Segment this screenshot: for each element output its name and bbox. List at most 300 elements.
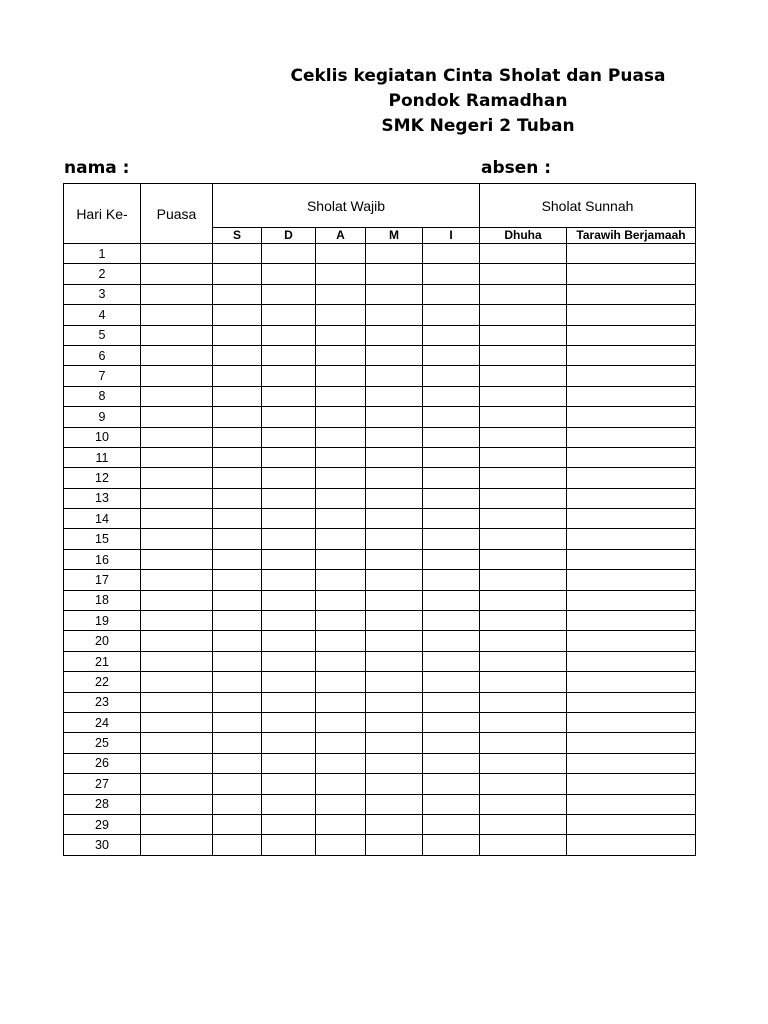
check-cell-dzuhur[interactable] bbox=[262, 672, 316, 692]
check-cell-maghrib[interactable] bbox=[366, 427, 423, 447]
check-cell-dzuhur[interactable] bbox=[262, 407, 316, 427]
check-cell-dzuhur[interactable] bbox=[262, 590, 316, 610]
day-number: 8 bbox=[64, 386, 141, 406]
check-cell-puasa[interactable] bbox=[141, 305, 213, 325]
check-cell-dhuha[interactable] bbox=[480, 712, 567, 732]
check-cell-tarawih[interactable] bbox=[567, 549, 696, 569]
check-cell-dhuha[interactable] bbox=[480, 631, 567, 651]
check-cell-puasa[interactable] bbox=[141, 631, 213, 651]
check-cell-isya[interactable] bbox=[423, 345, 480, 365]
check-cell-tarawih[interactable] bbox=[567, 407, 696, 427]
check-cell-dzuhur[interactable] bbox=[262, 712, 316, 732]
check-cell-dzuhur[interactable] bbox=[262, 386, 316, 406]
check-cell-subuh[interactable] bbox=[213, 733, 262, 753]
table-row bbox=[64, 814, 696, 834]
table-row bbox=[64, 733, 696, 753]
table-row bbox=[64, 427, 696, 447]
check-cell-maghrib[interactable] bbox=[366, 712, 423, 732]
day-number: 28 bbox=[64, 794, 141, 814]
check-cell-ashar[interactable] bbox=[316, 488, 366, 508]
check-cell-tarawih[interactable] bbox=[567, 386, 696, 406]
check-cell-dhuha[interactable] bbox=[480, 447, 567, 467]
check-cell-puasa[interactable] bbox=[141, 345, 213, 365]
check-cell-maghrib[interactable] bbox=[366, 631, 423, 651]
check-cell-dzuhur[interactable] bbox=[262, 427, 316, 447]
check-cell-maghrib[interactable] bbox=[366, 325, 423, 345]
check-cell-tarawih[interactable] bbox=[567, 814, 696, 834]
check-cell-puasa[interactable] bbox=[141, 712, 213, 732]
check-cell-dzuhur[interactable] bbox=[262, 774, 316, 794]
check-cell-subuh[interactable] bbox=[213, 753, 262, 773]
check-cell-maghrib[interactable] bbox=[366, 692, 423, 712]
check-cell-subuh[interactable] bbox=[213, 794, 262, 814]
day-number: 20 bbox=[64, 631, 141, 651]
check-cell-ashar[interactable] bbox=[316, 345, 366, 365]
check-cell-puasa[interactable] bbox=[141, 447, 213, 467]
check-cell-isya[interactable] bbox=[423, 509, 480, 529]
check-cell-dzuhur[interactable] bbox=[262, 692, 316, 712]
check-cell-ashar[interactable] bbox=[316, 753, 366, 773]
check-cell-puasa[interactable] bbox=[141, 611, 213, 631]
check-cell-dzuhur[interactable] bbox=[262, 753, 316, 773]
check-cell-dzuhur[interactable] bbox=[262, 244, 316, 264]
title-line-1: Ceklis kegiatan Cinta Sholat dan Puasa bbox=[290, 66, 666, 86]
day-number: 16 bbox=[64, 549, 141, 569]
check-cell-isya[interactable] bbox=[423, 386, 480, 406]
check-cell-subuh[interactable] bbox=[213, 570, 262, 590]
check-cell-isya[interactable] bbox=[423, 529, 480, 549]
col-puasa-header: Puasa bbox=[141, 184, 213, 244]
check-cell-puasa[interactable] bbox=[141, 814, 213, 834]
check-cell-maghrib[interactable] bbox=[366, 366, 423, 386]
check-cell-subuh[interactable] bbox=[213, 488, 262, 508]
check-cell-puasa[interactable] bbox=[141, 386, 213, 406]
day-number: 12 bbox=[64, 468, 141, 488]
col-isya-header: I bbox=[423, 228, 480, 244]
check-cell-dzuhur[interactable] bbox=[262, 325, 316, 345]
check-cell-tarawih[interactable] bbox=[567, 672, 696, 692]
check-cell-puasa[interactable] bbox=[141, 753, 213, 773]
check-cell-ashar[interactable] bbox=[316, 244, 366, 264]
check-cell-puasa[interactable] bbox=[141, 672, 213, 692]
day-number: 3 bbox=[64, 284, 141, 304]
check-cell-dhuha[interactable] bbox=[480, 570, 567, 590]
check-cell-dzuhur[interactable] bbox=[262, 814, 316, 834]
check-cell-isya[interactable] bbox=[423, 549, 480, 569]
check-cell-dzuhur[interactable] bbox=[262, 447, 316, 467]
check-cell-ashar[interactable] bbox=[316, 264, 366, 284]
check-cell-isya[interactable] bbox=[423, 692, 480, 712]
check-cell-tarawih[interactable] bbox=[567, 366, 696, 386]
table-row bbox=[64, 529, 696, 549]
table-row bbox=[64, 611, 696, 631]
check-cell-tarawih[interactable] bbox=[567, 712, 696, 732]
check-cell-ashar[interactable] bbox=[316, 468, 366, 488]
check-cell-puasa[interactable] bbox=[141, 407, 213, 427]
check-cell-dhuha[interactable] bbox=[480, 386, 567, 406]
table-row bbox=[64, 407, 696, 427]
check-cell-ashar[interactable] bbox=[316, 447, 366, 467]
check-cell-isya[interactable] bbox=[423, 712, 480, 732]
check-cell-ashar[interactable] bbox=[316, 325, 366, 345]
check-cell-puasa[interactable] bbox=[141, 244, 213, 264]
table-row bbox=[64, 509, 696, 529]
check-cell-ashar[interactable] bbox=[316, 611, 366, 631]
check-cell-subuh[interactable] bbox=[213, 651, 262, 671]
absen-label: absen : bbox=[481, 158, 552, 178]
check-cell-maghrib[interactable] bbox=[366, 345, 423, 365]
check-cell-subuh[interactable] bbox=[213, 244, 262, 264]
check-cell-puasa[interactable] bbox=[141, 488, 213, 508]
table-row bbox=[64, 305, 696, 325]
check-cell-dhuha[interactable] bbox=[480, 835, 567, 855]
check-cell-dzuhur[interactable] bbox=[262, 631, 316, 651]
day-number: 22 bbox=[64, 672, 141, 692]
check-cell-subuh[interactable] bbox=[213, 590, 262, 610]
check-cell-dhuha[interactable] bbox=[480, 692, 567, 712]
check-cell-tarawih[interactable] bbox=[567, 692, 696, 712]
check-cell-tarawih[interactable] bbox=[567, 753, 696, 773]
day-number: 14 bbox=[64, 509, 141, 529]
check-cell-subuh[interactable] bbox=[213, 345, 262, 365]
check-cell-dzuhur[interactable] bbox=[262, 529, 316, 549]
check-cell-dhuha[interactable] bbox=[480, 529, 567, 549]
table-row bbox=[64, 590, 696, 610]
check-cell-subuh[interactable] bbox=[213, 814, 262, 834]
check-cell-maghrib[interactable] bbox=[366, 590, 423, 610]
check-cell-maghrib[interactable] bbox=[366, 284, 423, 304]
check-cell-puasa[interactable] bbox=[141, 733, 213, 753]
check-cell-puasa[interactable] bbox=[141, 590, 213, 610]
table-row bbox=[64, 244, 696, 264]
check-cell-tarawih[interactable] bbox=[567, 835, 696, 855]
check-cell-isya[interactable] bbox=[423, 570, 480, 590]
check-cell-maghrib[interactable] bbox=[366, 305, 423, 325]
day-number: 2 bbox=[64, 264, 141, 284]
check-cell-maghrib[interactable] bbox=[366, 651, 423, 671]
check-cell-dzuhur[interactable] bbox=[262, 733, 316, 753]
check-cell-subuh[interactable] bbox=[213, 264, 262, 284]
check-cell-tarawih[interactable] bbox=[567, 427, 696, 447]
day-number: 11 bbox=[64, 447, 141, 467]
check-cell-dhuha[interactable] bbox=[480, 325, 567, 345]
check-cell-puasa[interactable] bbox=[141, 366, 213, 386]
check-cell-isya[interactable] bbox=[423, 264, 480, 284]
sholat-wajib-header: Sholat Wajib bbox=[213, 184, 480, 228]
check-cell-subuh[interactable] bbox=[213, 366, 262, 386]
check-cell-dhuha[interactable] bbox=[480, 468, 567, 488]
check-cell-isya[interactable] bbox=[423, 814, 480, 834]
check-cell-subuh[interactable] bbox=[213, 712, 262, 732]
check-cell-dhuha[interactable] bbox=[480, 733, 567, 753]
check-cell-dhuha[interactable] bbox=[480, 407, 567, 427]
day-number: 7 bbox=[64, 366, 141, 386]
check-cell-subuh[interactable] bbox=[213, 468, 262, 488]
check-cell-maghrib[interactable] bbox=[366, 386, 423, 406]
check-cell-ashar[interactable] bbox=[316, 814, 366, 834]
day-number: 4 bbox=[64, 305, 141, 325]
table-row bbox=[64, 325, 696, 345]
check-cell-ashar[interactable] bbox=[316, 590, 366, 610]
check-cell-puasa[interactable] bbox=[141, 774, 213, 794]
check-cell-ashar[interactable] bbox=[316, 631, 366, 651]
check-cell-puasa[interactable] bbox=[141, 325, 213, 345]
check-cell-isya[interactable] bbox=[423, 488, 480, 508]
day-number: 18 bbox=[64, 590, 141, 610]
check-cell-ashar[interactable] bbox=[316, 774, 366, 794]
check-cell-isya[interactable] bbox=[423, 651, 480, 671]
day-number: 13 bbox=[64, 488, 141, 508]
check-cell-subuh[interactable] bbox=[213, 835, 262, 855]
check-cell-puasa[interactable] bbox=[141, 284, 213, 304]
check-cell-maghrib[interactable] bbox=[366, 488, 423, 508]
check-cell-isya[interactable] bbox=[423, 590, 480, 610]
col-dzuhur-header: D bbox=[262, 228, 316, 244]
check-cell-dhuha[interactable] bbox=[480, 611, 567, 631]
check-cell-dzuhur[interactable] bbox=[262, 651, 316, 671]
check-cell-tarawih[interactable] bbox=[567, 447, 696, 467]
check-cell-ashar[interactable] bbox=[316, 794, 366, 814]
check-cell-ashar[interactable] bbox=[316, 427, 366, 447]
check-cell-maghrib[interactable] bbox=[366, 774, 423, 794]
check-cell-dhuha[interactable] bbox=[480, 264, 567, 284]
check-cell-dhuha[interactable] bbox=[480, 305, 567, 325]
check-cell-tarawih[interactable] bbox=[567, 488, 696, 508]
check-cell-subuh[interactable] bbox=[213, 447, 262, 467]
check-cell-subuh[interactable] bbox=[213, 692, 262, 712]
sholat-sunnah-header: Sholat Sunnah bbox=[480, 184, 696, 228]
check-cell-maghrib[interactable] bbox=[366, 264, 423, 284]
check-cell-tarawih[interactable] bbox=[567, 345, 696, 365]
checklist-table bbox=[63, 183, 696, 856]
table-row bbox=[64, 345, 696, 365]
check-cell-ashar[interactable] bbox=[316, 529, 366, 549]
check-cell-isya[interactable] bbox=[423, 244, 480, 264]
check-cell-dzuhur[interactable] bbox=[262, 468, 316, 488]
check-cell-isya[interactable] bbox=[423, 366, 480, 386]
check-cell-dhuha[interactable] bbox=[480, 284, 567, 304]
check-cell-isya[interactable] bbox=[423, 284, 480, 304]
check-cell-maghrib[interactable] bbox=[366, 814, 423, 834]
check-cell-tarawih[interactable] bbox=[567, 774, 696, 794]
check-cell-dhuha[interactable] bbox=[480, 774, 567, 794]
check-cell-dhuha[interactable] bbox=[480, 366, 567, 386]
check-cell-ashar[interactable] bbox=[316, 366, 366, 386]
check-cell-tarawih[interactable] bbox=[567, 305, 696, 325]
check-cell-tarawih[interactable] bbox=[567, 284, 696, 304]
check-cell-ashar[interactable] bbox=[316, 692, 366, 712]
check-cell-puasa[interactable] bbox=[141, 468, 213, 488]
check-cell-dhuha[interactable] bbox=[480, 814, 567, 834]
day-number: 29 bbox=[64, 814, 141, 834]
check-cell-subuh[interactable] bbox=[213, 529, 262, 549]
check-cell-ashar[interactable] bbox=[316, 712, 366, 732]
check-cell-subuh[interactable] bbox=[213, 672, 262, 692]
name-label: nama : bbox=[64, 158, 130, 178]
table-row bbox=[64, 264, 696, 284]
check-cell-dhuha[interactable] bbox=[480, 427, 567, 447]
check-cell-puasa[interactable] bbox=[141, 692, 213, 712]
table-row bbox=[64, 692, 696, 712]
check-cell-subuh[interactable] bbox=[213, 509, 262, 529]
check-cell-puasa[interactable] bbox=[141, 794, 213, 814]
check-cell-dzuhur[interactable] bbox=[262, 345, 316, 365]
check-cell-maghrib[interactable] bbox=[366, 835, 423, 855]
check-cell-isya[interactable] bbox=[423, 631, 480, 651]
check-cell-isya[interactable] bbox=[423, 753, 480, 773]
check-cell-maghrib[interactable] bbox=[366, 529, 423, 549]
check-cell-subuh[interactable] bbox=[213, 325, 262, 345]
check-cell-maghrib[interactable] bbox=[366, 509, 423, 529]
check-cell-tarawih[interactable] bbox=[567, 509, 696, 529]
check-cell-subuh[interactable] bbox=[213, 774, 262, 794]
check-cell-maghrib[interactable] bbox=[366, 672, 423, 692]
day-number: 25 bbox=[64, 733, 141, 753]
check-cell-subuh[interactable] bbox=[213, 305, 262, 325]
check-cell-tarawih[interactable] bbox=[567, 529, 696, 549]
check-cell-maghrib[interactable] bbox=[366, 244, 423, 264]
col-ashar-header: A bbox=[316, 228, 366, 244]
check-cell-dzuhur[interactable] bbox=[262, 570, 316, 590]
check-cell-ashar[interactable] bbox=[316, 549, 366, 569]
check-cell-dhuha[interactable] bbox=[480, 590, 567, 610]
check-cell-ashar[interactable] bbox=[316, 570, 366, 590]
table-row bbox=[64, 794, 696, 814]
check-cell-ashar[interactable] bbox=[316, 733, 366, 753]
day-number: 21 bbox=[64, 651, 141, 671]
check-cell-subuh[interactable] bbox=[213, 427, 262, 447]
check-cell-subuh[interactable] bbox=[213, 549, 262, 569]
check-cell-dhuha[interactable] bbox=[480, 488, 567, 508]
check-cell-maghrib[interactable] bbox=[366, 447, 423, 467]
check-cell-dhuha[interactable] bbox=[480, 509, 567, 529]
table-row bbox=[64, 835, 696, 855]
check-cell-puasa[interactable] bbox=[141, 529, 213, 549]
check-cell-isya[interactable] bbox=[423, 407, 480, 427]
check-cell-dzuhur[interactable] bbox=[262, 264, 316, 284]
check-cell-subuh[interactable] bbox=[213, 386, 262, 406]
check-cell-isya[interactable] bbox=[423, 611, 480, 631]
check-cell-isya[interactable] bbox=[423, 835, 480, 855]
check-cell-ashar[interactable] bbox=[316, 672, 366, 692]
check-cell-tarawih[interactable] bbox=[567, 244, 696, 264]
check-cell-ashar[interactable] bbox=[316, 386, 366, 406]
check-cell-maghrib[interactable] bbox=[366, 570, 423, 590]
check-cell-maghrib[interactable] bbox=[366, 468, 423, 488]
check-cell-tarawih[interactable] bbox=[567, 631, 696, 651]
check-cell-dzuhur[interactable] bbox=[262, 284, 316, 304]
check-cell-tarawih[interactable] bbox=[567, 733, 696, 753]
col-maghrib-header: M bbox=[366, 228, 423, 244]
check-cell-tarawih[interactable] bbox=[567, 325, 696, 345]
check-cell-dzuhur[interactable] bbox=[262, 611, 316, 631]
check-cell-isya[interactable] bbox=[423, 468, 480, 488]
check-cell-subuh[interactable] bbox=[213, 611, 262, 631]
check-cell-dzuhur[interactable] bbox=[262, 305, 316, 325]
check-cell-dhuha[interactable] bbox=[480, 549, 567, 569]
check-cell-tarawih[interactable] bbox=[567, 590, 696, 610]
check-cell-maghrib[interactable] bbox=[366, 733, 423, 753]
check-cell-isya[interactable] bbox=[423, 325, 480, 345]
check-cell-puasa[interactable] bbox=[141, 835, 213, 855]
day-number: 23 bbox=[64, 692, 141, 712]
check-cell-isya[interactable] bbox=[423, 733, 480, 753]
check-cell-isya[interactable] bbox=[423, 672, 480, 692]
check-cell-maghrib[interactable] bbox=[366, 611, 423, 631]
check-cell-dzuhur[interactable] bbox=[262, 366, 316, 386]
table-row bbox=[64, 712, 696, 732]
table-row bbox=[64, 631, 696, 651]
check-cell-ashar[interactable] bbox=[316, 305, 366, 325]
check-cell-ashar[interactable] bbox=[316, 509, 366, 529]
check-cell-dzuhur[interactable] bbox=[262, 509, 316, 529]
check-cell-puasa[interactable] bbox=[141, 427, 213, 447]
check-cell-dhuha[interactable] bbox=[480, 753, 567, 773]
check-cell-dzuhur[interactable] bbox=[262, 835, 316, 855]
check-cell-maghrib[interactable] bbox=[366, 407, 423, 427]
check-cell-tarawih[interactable] bbox=[567, 794, 696, 814]
check-cell-maghrib[interactable] bbox=[366, 794, 423, 814]
day-number: 6 bbox=[64, 345, 141, 365]
check-cell-isya[interactable] bbox=[423, 305, 480, 325]
day-number: 9 bbox=[64, 407, 141, 427]
check-cell-dhuha[interactable] bbox=[480, 672, 567, 692]
check-cell-isya[interactable] bbox=[423, 427, 480, 447]
check-cell-puasa[interactable] bbox=[141, 509, 213, 529]
check-cell-maghrib[interactable] bbox=[366, 549, 423, 569]
title-line-3: SMK Negeri 2 Tuban bbox=[381, 116, 575, 136]
check-cell-tarawih[interactable] bbox=[567, 651, 696, 671]
day-number: 10 bbox=[64, 427, 141, 447]
title-line-2: Pondok Ramadhan bbox=[388, 91, 568, 111]
check-cell-dzuhur[interactable] bbox=[262, 488, 316, 508]
table-row bbox=[64, 488, 696, 508]
check-cell-dzuhur[interactable] bbox=[262, 794, 316, 814]
check-cell-dhuha[interactable] bbox=[480, 794, 567, 814]
check-cell-dhuha[interactable] bbox=[480, 244, 567, 264]
day-number: 17 bbox=[64, 570, 141, 590]
check-cell-ashar[interactable] bbox=[316, 651, 366, 671]
check-cell-ashar[interactable] bbox=[316, 407, 366, 427]
check-cell-isya[interactable] bbox=[423, 794, 480, 814]
check-cell-tarawih[interactable] bbox=[567, 570, 696, 590]
check-cell-puasa[interactable] bbox=[141, 549, 213, 569]
check-cell-dzuhur[interactable] bbox=[262, 549, 316, 569]
check-cell-tarawih[interactable] bbox=[567, 264, 696, 284]
day-number: 27 bbox=[64, 774, 141, 794]
check-cell-maghrib[interactable] bbox=[366, 753, 423, 773]
col-tarawih-header: Tarawih Berjamaah bbox=[567, 228, 696, 244]
check-cell-subuh[interactable] bbox=[213, 284, 262, 304]
check-cell-dhuha[interactable] bbox=[480, 651, 567, 671]
check-cell-isya[interactable] bbox=[423, 447, 480, 467]
check-cell-subuh[interactable] bbox=[213, 631, 262, 651]
check-cell-dhuha[interactable] bbox=[480, 345, 567, 365]
check-cell-puasa[interactable] bbox=[141, 264, 213, 284]
col-subuh-header: S bbox=[213, 228, 262, 244]
check-cell-tarawih[interactable] bbox=[567, 468, 696, 488]
check-cell-tarawih[interactable] bbox=[567, 611, 696, 631]
table-row bbox=[64, 549, 696, 569]
check-cell-puasa[interactable] bbox=[141, 570, 213, 590]
check-cell-ashar[interactable] bbox=[316, 284, 366, 304]
col-hari-header: Hari Ke- bbox=[64, 184, 141, 244]
check-cell-ashar[interactable] bbox=[316, 835, 366, 855]
check-cell-puasa[interactable] bbox=[141, 651, 213, 671]
check-cell-subuh[interactable] bbox=[213, 407, 262, 427]
check-cell-isya[interactable] bbox=[423, 774, 480, 794]
table-row bbox=[64, 468, 696, 488]
